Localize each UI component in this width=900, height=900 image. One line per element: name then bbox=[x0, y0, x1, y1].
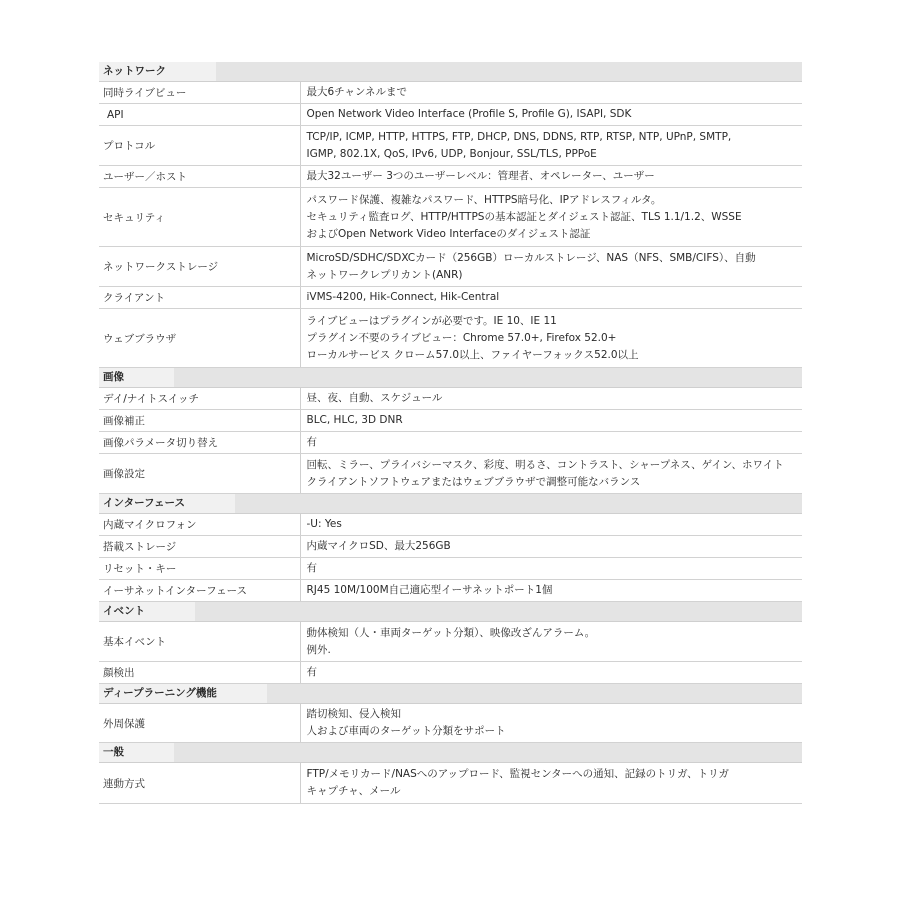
spec-value bbox=[300, 188, 802, 247]
spec-row bbox=[99, 432, 802, 454]
section-title: イベント bbox=[99, 602, 195, 621]
section-header-fill bbox=[300, 743, 802, 763]
spec-value bbox=[300, 126, 802, 166]
spec-row bbox=[99, 166, 802, 188]
section-header-cell bbox=[99, 602, 300, 622]
spec-value-line: IGMP, 802.1X, QoS, IPv6, UDP, Bonjour, SSL/TLS, PPPoE bbox=[306, 147, 597, 160]
section-header-cell bbox=[99, 743, 300, 763]
spec-value-line: 例外. bbox=[306, 643, 331, 656]
spec-value bbox=[300, 247, 802, 287]
spec-table bbox=[99, 62, 802, 804]
spec-value-line: RJ45 10M/100M自己適応型イーサネットポート1個 bbox=[306, 584, 553, 596]
spec-value-line: 有 bbox=[306, 436, 317, 448]
section-header-cell bbox=[99, 684, 300, 704]
spec-value-line: ローカルサービス クローム57.0以上、ファイヤーフォックス52.0以上 bbox=[306, 348, 639, 361]
spec-row bbox=[99, 287, 802, 309]
section-title: インターフェース bbox=[99, 494, 235, 513]
section-title: 一般 bbox=[99, 743, 174, 762]
spec-value bbox=[300, 536, 802, 558]
section-header-fill bbox=[300, 684, 802, 704]
spec-label: 画像補正 bbox=[99, 410, 300, 432]
spec-row bbox=[99, 704, 802, 743]
section-header-cell bbox=[99, 62, 300, 82]
spec-value bbox=[300, 622, 802, 662]
spec-value bbox=[300, 388, 802, 410]
spec-value-line: およびOpen Network Video Interfaceのダイジェスト認証 bbox=[306, 227, 591, 240]
spec-value-line: BLC, HLC, 3D DNR bbox=[306, 414, 403, 426]
spec-row bbox=[99, 580, 802, 602]
section-header-row bbox=[99, 494, 802, 514]
spec-row bbox=[99, 126, 802, 166]
spec-value-line: iVMS-4200, Hik-Connect, Hik-Central bbox=[306, 291, 500, 303]
spec-label: 内蔵マイクロフォン bbox=[99, 514, 300, 536]
section-header-row bbox=[99, 684, 802, 704]
spec-label: 同時ライブビュー bbox=[99, 82, 300, 104]
spec-value-line: ネットワークレプリカント(ANR) bbox=[306, 268, 463, 281]
section-header-row bbox=[99, 62, 802, 82]
section-header-row bbox=[99, 743, 802, 763]
spec-label: API bbox=[99, 104, 300, 126]
spec-value-line: TCP/IP, ICMP, HTTP, HTTPS, FTP, DHCP, DNS, DDNS, RTP, RTSP, NTP, UPnP, SMTP, bbox=[306, 130, 732, 143]
spec-label: ネットワークストレージ bbox=[99, 247, 300, 287]
section-header-fill bbox=[300, 494, 802, 514]
spec-value bbox=[300, 763, 802, 804]
section-title: 画像 bbox=[99, 368, 174, 387]
spec-value-line: 踏切検知、侵入検知 bbox=[306, 708, 401, 720]
spec-value bbox=[300, 662, 802, 684]
spec-value bbox=[300, 104, 802, 126]
spec-row bbox=[99, 247, 802, 287]
spec-row bbox=[99, 558, 802, 580]
section-header-cell bbox=[99, 494, 300, 514]
spec-value-line: 昼、夜、自動、スケジュール bbox=[306, 392, 443, 404]
spec-label: ユーザー／ホスト bbox=[99, 166, 300, 188]
spec-value-line: 動体検知（人・車両ターゲット分類）、映像改ざんアラーム。 bbox=[306, 626, 596, 639]
section-title: ディープラーニング機能 bbox=[99, 684, 267, 703]
spec-label: ウェブブラウザ bbox=[99, 309, 300, 368]
spec-value-line: キャプチャ、メール bbox=[306, 785, 401, 797]
spec-row bbox=[99, 82, 802, 104]
spec-label: プロトコル bbox=[99, 126, 300, 166]
spec-value bbox=[300, 514, 802, 536]
spec-value-line: セキュリティ監査ログ、HTTP/HTTPSの基本認証とダイジェスト認証、TLS 1.1/1.2、WSSE bbox=[306, 210, 742, 223]
spec-label: 画像パラメータ切り替え bbox=[99, 432, 300, 454]
spec-label: 顔検出 bbox=[99, 662, 300, 684]
spec-value-line: 有 bbox=[306, 666, 317, 678]
spec-value-line: 有 bbox=[306, 562, 317, 574]
spec-value-line: 内蔵マイクロSD、最大256GB bbox=[306, 540, 451, 552]
spec-value-line: 最大32ユーザー 3つのユーザーレベル：管理者、オペレーター、ユーザー bbox=[306, 170, 655, 182]
spec-value bbox=[300, 410, 802, 432]
spec-value bbox=[300, 704, 802, 743]
spec-row bbox=[99, 388, 802, 410]
spec-table-body bbox=[99, 62, 802, 804]
spec-row bbox=[99, 536, 802, 558]
spec-label: 連動方式 bbox=[99, 763, 300, 804]
spec-value bbox=[300, 454, 802, 494]
spec-value bbox=[300, 287, 802, 309]
spec-row bbox=[99, 622, 802, 662]
section-title: ネットワーク bbox=[99, 62, 216, 81]
spec-value-line: MicroSD/SDHC/SDXCカード（256GB）ローカルストレージ、NAS（NFS、SMB/CIFS）、自動 bbox=[306, 251, 756, 264]
spec-row bbox=[99, 410, 802, 432]
spec-value bbox=[300, 558, 802, 580]
section-header-fill bbox=[300, 62, 802, 82]
spec-value-line: -U: Yes bbox=[306, 518, 342, 530]
spec-value-line: 人および車両のターゲット分類をサポート bbox=[306, 725, 506, 737]
section-header-cell bbox=[99, 368, 300, 388]
spec-label: イーサネットインターフェース bbox=[99, 580, 300, 602]
spec-value-line: ライブビューはプラグインが必要です。IE 10、IE 11 bbox=[306, 314, 557, 327]
spec-label: 画像設定 bbox=[99, 454, 300, 494]
spec-value-line: プラグイン不要のライブビュー：Chrome 57.0+, Firefox 52.0+ bbox=[306, 331, 617, 344]
spec-label: セキュリティ bbox=[99, 188, 300, 247]
spec-value bbox=[300, 166, 802, 188]
section-header-fill bbox=[300, 368, 802, 388]
spec-row bbox=[99, 309, 802, 368]
spec-row bbox=[99, 662, 802, 684]
spec-value bbox=[300, 580, 802, 602]
spec-row bbox=[99, 104, 802, 126]
spec-value-line: Open Network Video Interface (Profile S, Profile G), ISAPI, SDK bbox=[306, 108, 632, 120]
spec-value bbox=[300, 309, 802, 368]
spec-row bbox=[99, 188, 802, 247]
spec-value-line: 最大6チャンネルまで bbox=[306, 86, 408, 98]
spec-label: 外周保護 bbox=[99, 704, 300, 743]
spec-value bbox=[300, 432, 802, 454]
spec-label: 搭載ストレージ bbox=[99, 536, 300, 558]
spec-value-line: 回転、ミラー、プライバシーマスク、彩度、明るさ、コントラスト、シャープネス、ゲイン、ホワイト bbox=[306, 458, 784, 471]
spec-label: クライアント bbox=[99, 287, 300, 309]
spec-row bbox=[99, 763, 802, 804]
spec-value bbox=[300, 82, 802, 104]
spec-label: リセット・キー bbox=[99, 558, 300, 580]
spec-value-line: クライアントソフトウェアまたはウェブブラウザで調整可能なバランス bbox=[306, 475, 641, 488]
section-header-row bbox=[99, 602, 802, 622]
spec-row bbox=[99, 454, 802, 494]
spec-label: 基本イベント bbox=[99, 622, 300, 662]
spec-row bbox=[99, 514, 802, 536]
spec-value-line: FTP/メモリカード/NASへのアップロード、監視センターへの通知、記録のトリガ、トリガ bbox=[306, 768, 730, 780]
spec-label: デイ/ナイトスイッチ bbox=[99, 388, 300, 410]
section-header-row bbox=[99, 368, 802, 388]
section-header-fill bbox=[300, 602, 802, 622]
spec-value-line: パスワード保護、複雑なパスワード、HTTPS暗号化、IPアドレスフィルタ。 bbox=[306, 193, 662, 206]
